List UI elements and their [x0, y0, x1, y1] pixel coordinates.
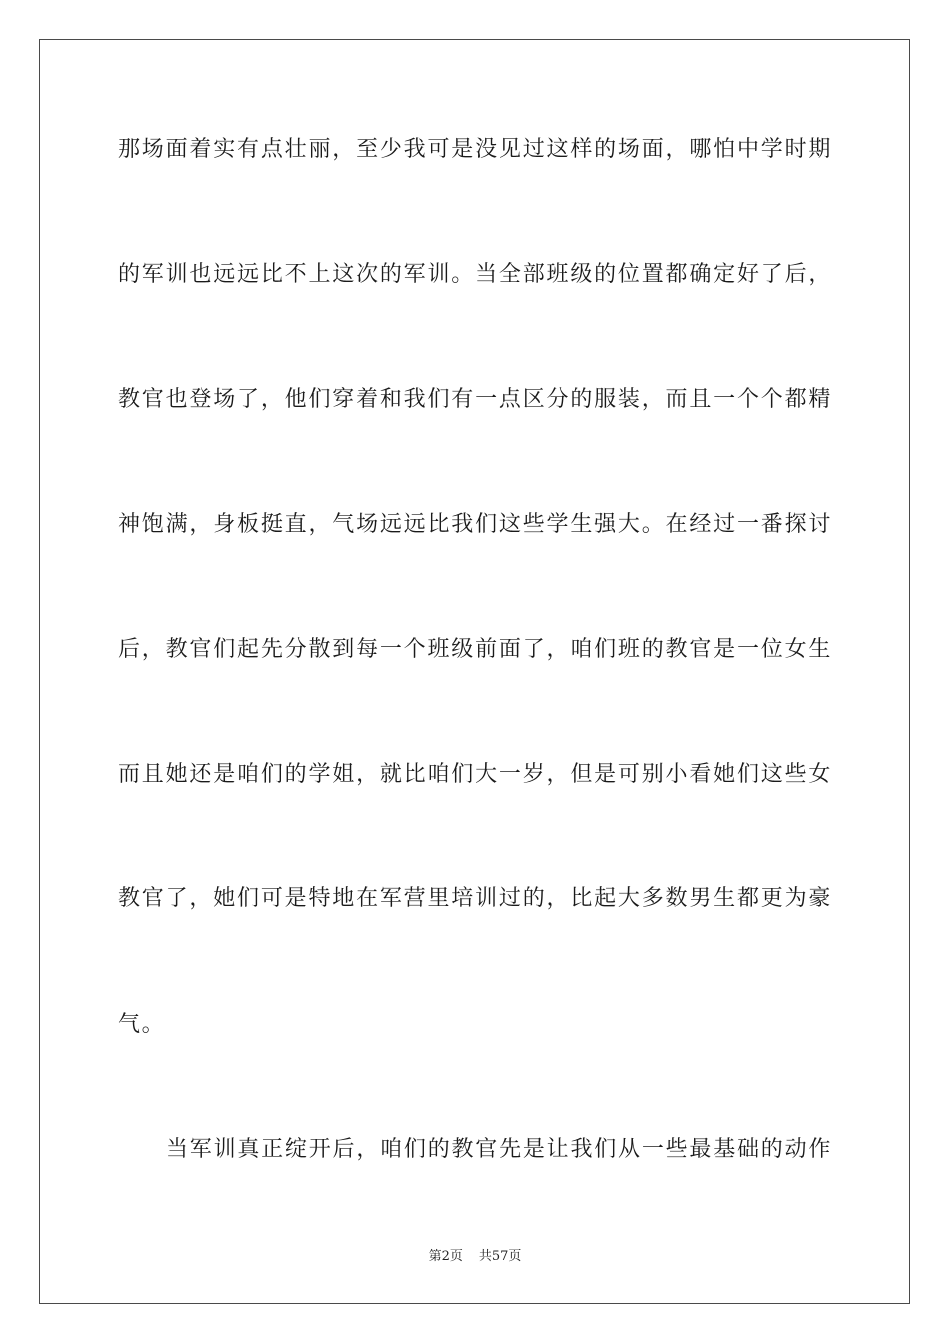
paragraph-line: 教官也登场了，他们穿着和我们有一点区分的服装，而且一个个都精: [118, 387, 832, 412]
page-footer: [0, 1248, 950, 1266]
paragraph-line: 那场面着实有点壮丽，至少我可是没见过这样的场面，哪怕中学时期: [118, 137, 832, 162]
page-number: 第2页: [428, 1249, 463, 1264]
paragraph-line: 的军训也远远比不上这次的军训。当全部班级的位置都确定好了后，: [118, 262, 832, 287]
page-total: 共57页: [478, 1249, 522, 1264]
page-border: [39, 39, 910, 1304]
paragraph-line: 而且她还是咱们的学姐，就比咱们大一岁，但是可别小看她们这些女: [118, 762, 832, 787]
paragraph-line: 教官了，她们可是特地在军营里培训过的，比起大多数男生都更为豪: [118, 886, 832, 911]
paragraph-line-indented: 当军训真正绽开后，咱们的教官先是让我们从一些最基础的动作: [166, 1137, 832, 1162]
paragraph-line: 气。: [118, 1012, 166, 1037]
paragraph-line: 后，教官们起先分散到每一个班级前面了，咱们班的教官是一位女生: [118, 637, 832, 662]
paragraph-line: 神饱满，身板挺直，气场远远比我们这些学生强大。在经过一番探讨: [118, 512, 832, 537]
